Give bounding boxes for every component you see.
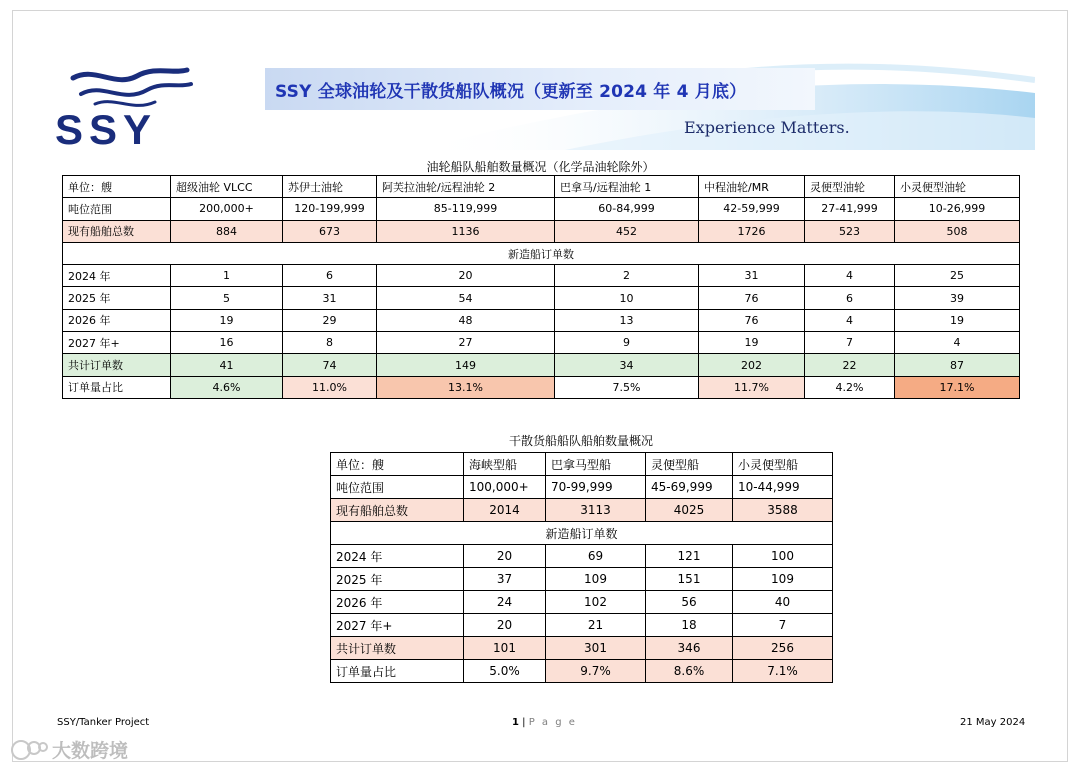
table-cell: 11.7% [699, 376, 805, 398]
row-label: 2027 年+ [331, 614, 464, 637]
section-row [331, 522, 833, 545]
table-cell: 19 [171, 309, 283, 331]
table-cell: 149 [377, 354, 555, 376]
table-cell: 9 [555, 332, 699, 354]
table-row [63, 198, 1020, 220]
dry-bulk-table-caption: 干散货船船队船舶数量概况 [508, 434, 653, 448]
table-cell: 16 [171, 332, 283, 354]
table-cell: 19 [895, 309, 1020, 331]
table-cell: 256 [733, 637, 833, 660]
header-cell: 单位：艘 [63, 176, 171, 198]
table-cell: 884 [171, 220, 283, 242]
table-cell: 100 [733, 545, 833, 568]
table-cell: 1 [171, 265, 283, 287]
table-cell: 54 [377, 287, 555, 309]
table-row [63, 376, 1020, 398]
row-label: 吨位范围 [331, 476, 464, 499]
table-row [331, 660, 833, 683]
table-cell: 20 [464, 614, 546, 637]
header-cell: 灵便型油轮 [805, 176, 895, 198]
table-cell: 346 [646, 637, 733, 660]
table-cell: 452 [555, 220, 699, 242]
section-row [63, 242, 1020, 264]
table-cell: 2014 [464, 499, 546, 522]
table-cell: 13.1% [377, 376, 555, 398]
table-cell: 45-69,999 [646, 476, 733, 499]
table-header-row [331, 453, 833, 476]
table-cell: 11.0% [283, 376, 377, 398]
table-row [331, 499, 833, 522]
row-label: 现有船舶总数 [331, 499, 464, 522]
table-row [63, 287, 1020, 309]
row-label: 订单量占比 [331, 660, 464, 683]
table-cell: 4.2% [805, 376, 895, 398]
table-cell: 3113 [546, 499, 646, 522]
table-cell: 6 [283, 265, 377, 287]
table-cell: 523 [805, 220, 895, 242]
table-cell: 31 [699, 265, 805, 287]
table-cell: 100,000+ [464, 476, 546, 499]
page-title: SSY 全球油轮及干散货船队概况（更新至 2024 年 4 月底） [275, 81, 747, 102]
table-cell: 1726 [699, 220, 805, 242]
header-cell: 巴拿马/远程油轮 1 [555, 176, 699, 198]
table-cell: 25 [895, 265, 1020, 287]
section-title: 新造船订单数 [63, 242, 1020, 264]
section-title: 新造船订单数 [331, 522, 833, 545]
row-label: 2027 年+ [63, 332, 171, 354]
table-cell: 22 [805, 354, 895, 376]
table-cell: 301 [546, 637, 646, 660]
page-word: P a g e [528, 717, 577, 728]
table-cell: 31 [283, 287, 377, 309]
tanker-fleet-table [62, 175, 1020, 399]
logo-wordmark: SSY [55, 106, 158, 148]
table-cell: 508 [895, 220, 1020, 242]
table-row [331, 476, 833, 499]
page-number: 1 [512, 717, 519, 728]
header-cell: 超级油轮 VLCC [171, 176, 283, 198]
table-cell: 85-119,999 [377, 198, 555, 220]
row-label: 2024 年 [63, 265, 171, 287]
header-cell: 单位：艘 [331, 453, 464, 476]
table-cell: 70-99,999 [546, 476, 646, 499]
table-cell: 4 [805, 309, 895, 331]
table-cell: 8.6% [646, 660, 733, 683]
table-header-row [63, 176, 1020, 198]
footer-page-number [512, 717, 577, 728]
row-label: 2026 年 [331, 591, 464, 614]
table-cell: 9.7% [546, 660, 646, 683]
table-cell: 37 [464, 568, 546, 591]
table-cell: 60-84,999 [555, 198, 699, 220]
header-cell: 小灵便型船 [733, 453, 833, 476]
table-cell: 39 [895, 287, 1020, 309]
row-label: 2026 年 [63, 309, 171, 331]
row-label: 2024 年 [331, 545, 464, 568]
header-cell: 巴拿马型船 [546, 453, 646, 476]
table-cell: 21 [546, 614, 646, 637]
table-cell: 5 [171, 287, 283, 309]
table-row [331, 545, 833, 568]
table-cell: 7.1% [733, 660, 833, 683]
footer-project: SSY/Tanker Project [57, 717, 150, 728]
row-label: 2025 年 [63, 287, 171, 309]
table-row [63, 309, 1020, 331]
header-cell: 小灵便型油轮 [895, 176, 1020, 198]
table-cell: 27 [377, 332, 555, 354]
table-cell: 27-41,999 [805, 198, 895, 220]
table-cell: 41 [171, 354, 283, 376]
watermark-logo-icon [10, 739, 48, 761]
table-cell: 109 [546, 568, 646, 591]
table-cell: 29 [283, 309, 377, 331]
row-label: 2025 年 [331, 568, 464, 591]
table-row [63, 354, 1020, 376]
table-row [331, 591, 833, 614]
table-cell: 4.6% [171, 376, 283, 398]
row-label: 吨位范围 [63, 198, 171, 220]
table-cell: 42-59,999 [699, 198, 805, 220]
table-cell: 4025 [646, 499, 733, 522]
table-cell: 76 [699, 309, 805, 331]
table-row [63, 332, 1020, 354]
table-cell: 7 [805, 332, 895, 354]
table-cell: 120-199,999 [283, 198, 377, 220]
table-row [63, 265, 1020, 287]
table-cell: 3588 [733, 499, 833, 522]
table-cell: 121 [646, 545, 733, 568]
header-cell: 中程油轮/MR [699, 176, 805, 198]
table-cell: 56 [646, 591, 733, 614]
watermark-text: 大数跨境 [52, 740, 129, 762]
table-cell: 20 [377, 265, 555, 287]
table-cell: 200,000+ [171, 198, 283, 220]
table-cell: 69 [546, 545, 646, 568]
table-cell: 13 [555, 309, 699, 331]
header-cell: 灵便型船 [646, 453, 733, 476]
table-cell: 7.5% [555, 376, 699, 398]
table-cell: 24 [464, 591, 546, 614]
watermark [10, 736, 128, 763]
table-cell: 4 [895, 332, 1020, 354]
header-cell: 海峡型船 [464, 453, 546, 476]
table-cell: 20 [464, 545, 546, 568]
table-cell: 1136 [377, 220, 555, 242]
header-cell: 阿芙拉油轮/远程油轮 2 [377, 176, 555, 198]
table-cell: 17.1% [895, 376, 1020, 398]
ssy-logo [55, 64, 205, 148]
table-cell: 87 [895, 354, 1020, 376]
table-cell: 151 [646, 568, 733, 591]
table-cell: 48 [377, 309, 555, 331]
table-row [331, 568, 833, 591]
row-label: 现有船舶总数 [63, 220, 171, 242]
table-cell: 6 [805, 287, 895, 309]
table-cell: 34 [555, 354, 699, 376]
tagline: Experience Matters. [684, 118, 850, 137]
table-cell: 7 [733, 614, 833, 637]
page-separator: | [522, 717, 526, 728]
row-label: 订单量占比 [63, 376, 171, 398]
table-cell: 2 [555, 265, 699, 287]
table-row [63, 220, 1020, 242]
dry-bulk-fleet-table [330, 452, 833, 683]
table-cell: 40 [733, 591, 833, 614]
table-cell: 10-44,999 [733, 476, 833, 499]
table-cell: 10-26,999 [895, 198, 1020, 220]
table-cell: 4 [805, 265, 895, 287]
table-cell: 202 [699, 354, 805, 376]
table-cell: 673 [283, 220, 377, 242]
footer-date: 21 May 2024 [960, 717, 1026, 728]
row-label: 共计订单数 [63, 354, 171, 376]
table-cell: 74 [283, 354, 377, 376]
tanker-table-caption: 油轮船队船舶数量概况（化学品油轮除外） [426, 160, 655, 174]
table-row [331, 614, 833, 637]
row-label: 共计订单数 [331, 637, 464, 660]
table-cell: 18 [646, 614, 733, 637]
table-cell: 109 [733, 568, 833, 591]
title-banner [265, 68, 815, 110]
table-cell: 102 [546, 591, 646, 614]
table-cell: 76 [699, 287, 805, 309]
table-cell: 8 [283, 332, 377, 354]
table-cell: 19 [699, 332, 805, 354]
table-cell: 10 [555, 287, 699, 309]
table-row [331, 637, 833, 660]
table-cell: 101 [464, 637, 546, 660]
header-cell: 苏伊士油轮 [283, 176, 377, 198]
table-cell: 5.0% [464, 660, 546, 683]
